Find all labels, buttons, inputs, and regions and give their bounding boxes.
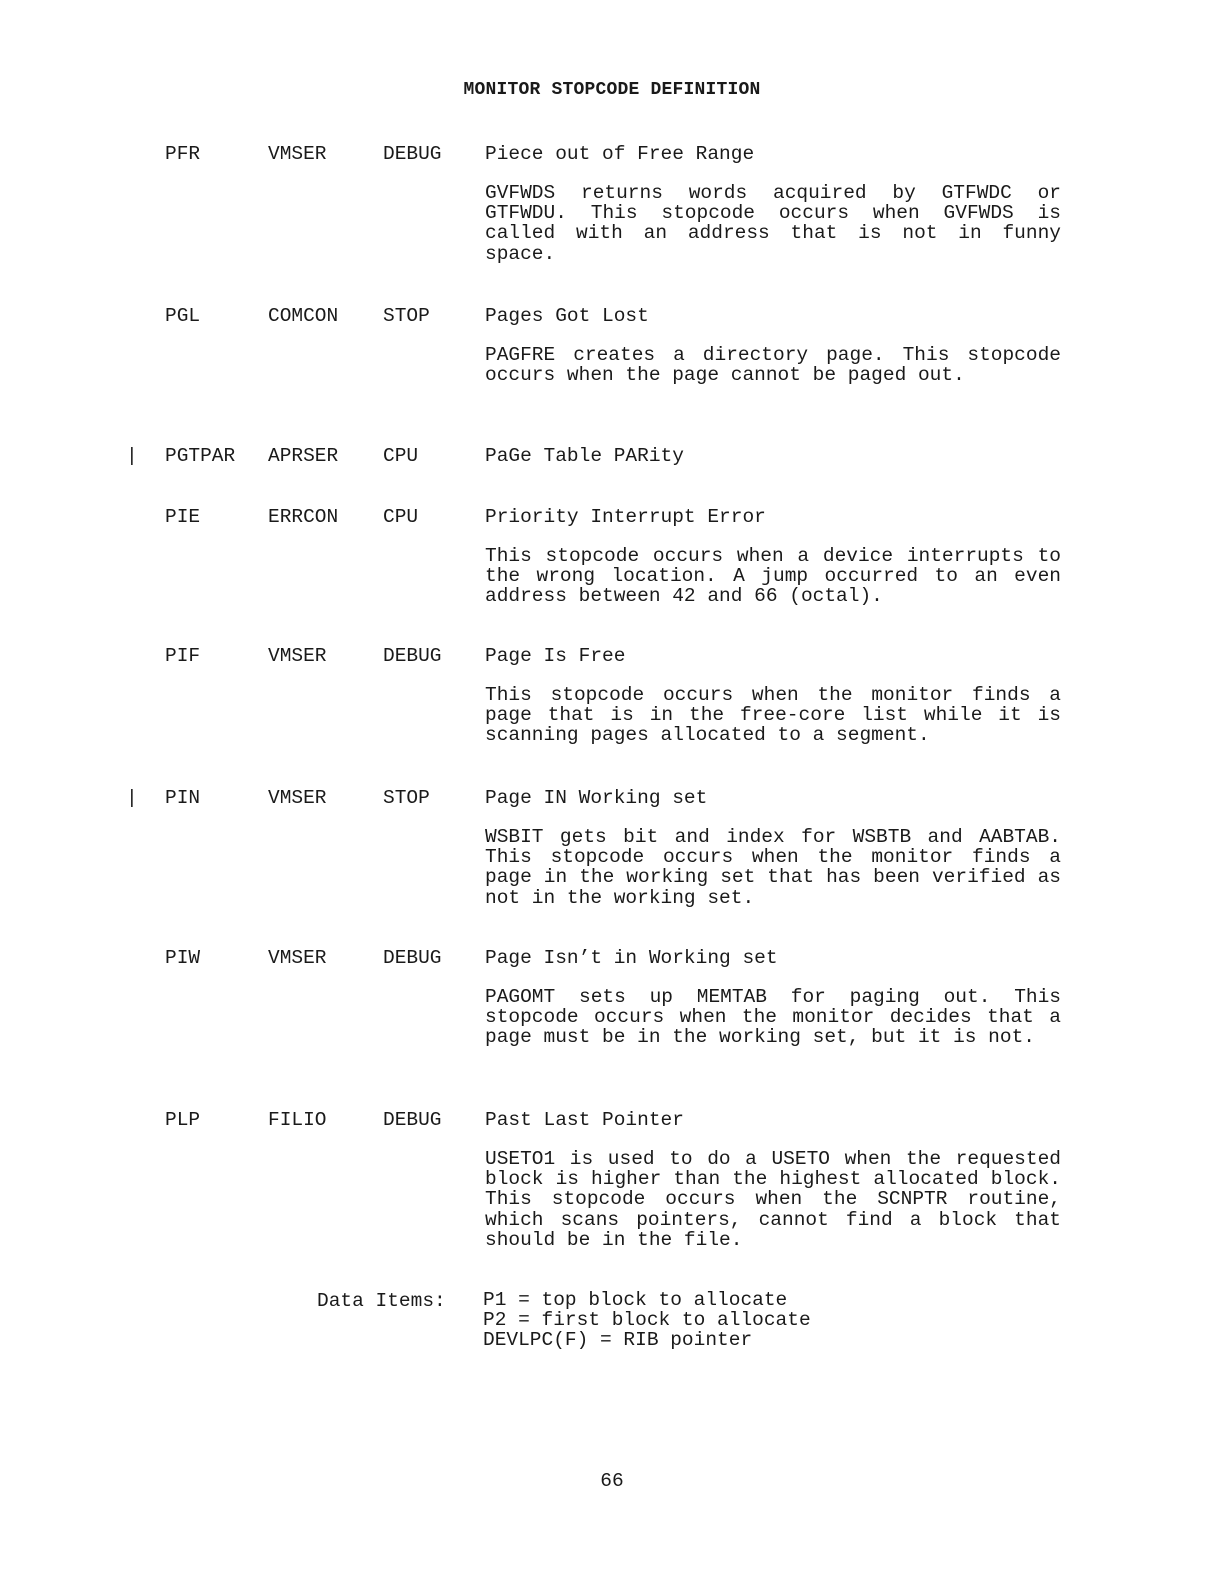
- stopcode-name: PIF: [165, 645, 201, 667]
- change-bar: |: [126, 787, 138, 809]
- stopcode-name: PIN: [165, 787, 201, 809]
- stopcode-type: DEBUG: [383, 1109, 442, 1131]
- stopcode-description: GVFWDS returns words acquired by GTFWDC or GTFWDU. This stopcode occurs when GVFWDS is called with an address that is not in funny space.: [485, 182, 1061, 265]
- stopcode-description: This stopcode occurs when the monitor finds a page that is in the free-core list while it is scanning pages allocated to a segment.: [485, 684, 1061, 747]
- page-title: MONITOR STOPCODE DEFINITION: [463, 80, 761, 100]
- stopcode-type: STOP: [383, 305, 430, 327]
- stopcode-module: COMCON: [268, 305, 339, 327]
- stopcode-name: PGTPAR: [165, 445, 236, 467]
- data-item: DEVLPC(F) = RIB pointer: [483, 1329, 753, 1352]
- stopcode-title: Piece out of Free Range: [485, 143, 755, 165]
- stopcode-module: FILIO: [268, 1109, 327, 1131]
- stopcode-module: VMSER: [268, 787, 327, 809]
- stopcode-name: PGL: [165, 305, 201, 327]
- stopcode-module: VMSER: [268, 143, 327, 165]
- stopcode-description: PAGOMT sets up MEMTAB for paging out. This stopcode occurs when the monitor decides that a page must be in the working set, but it is not.: [485, 986, 1061, 1049]
- data-items-list: [483, 1290, 811, 1351]
- stopcode-name: PIW: [165, 947, 201, 969]
- stopcode-type: CPU: [383, 506, 419, 528]
- data-item: P1 = top block to allocate: [483, 1289, 788, 1311]
- stopcode-module: VMSER: [268, 645, 327, 667]
- stopcode-description: WSBIT gets bit and index for WSBTB and AABTAB. This stopcode occurs when the monitor finds a page in the working set that has been verified as not in the working set.: [485, 826, 1061, 909]
- stopcode-title: Page IN Working set: [485, 787, 708, 809]
- stopcode-title: Past Last Pointer: [485, 1109, 684, 1131]
- stopcode-title: Priority Interrupt Error: [485, 506, 766, 528]
- stopcode-module: ERRCON: [268, 506, 339, 528]
- stopcode-name: PLP: [165, 1109, 201, 1131]
- stopcode-type: DEBUG: [383, 947, 442, 969]
- stopcode-type: CPU: [383, 445, 419, 467]
- data-items-label: Data Items:: [317, 1290, 446, 1312]
- stopcode-description: PAGFRE creates a directory page. This stopcode occurs when the page cannot be paged out.: [485, 344, 1061, 387]
- stopcode-module: VMSER: [268, 947, 327, 969]
- stopcode-type: DEBUG: [383, 645, 442, 667]
- stopcode-description: USETO1 is used to do a USETO when the requested block is higher than the highest allocated block. This stopcode occurs when the SCNPTR routine, which scans pointers, cannot find a block that should be in the file.: [485, 1148, 1061, 1251]
- stopcode-type: DEBUG: [383, 143, 442, 165]
- stopcode-module: APRSER: [268, 445, 339, 467]
- stopcode-title: PaGe Table PARity: [485, 445, 684, 467]
- stopcode-title: Page Is Free: [485, 645, 626, 667]
- stopcode-title: Pages Got Lost: [485, 305, 649, 327]
- change-bar: |: [126, 445, 138, 467]
- stopcode-name: PIE: [165, 506, 201, 528]
- stopcode-description: This stopcode occurs when a device interrupts to the wrong location. A jump occurred to an even address between 42 and 66 (octal).: [485, 545, 1061, 608]
- page-number: 66: [600, 1470, 624, 1492]
- data-item: P2 = first block to allocate: [483, 1309, 811, 1332]
- stopcode-title: Page Isn’t in Working set: [485, 947, 778, 969]
- stopcode-name: PFR: [165, 143, 201, 165]
- stopcode-type: STOP: [383, 787, 430, 809]
